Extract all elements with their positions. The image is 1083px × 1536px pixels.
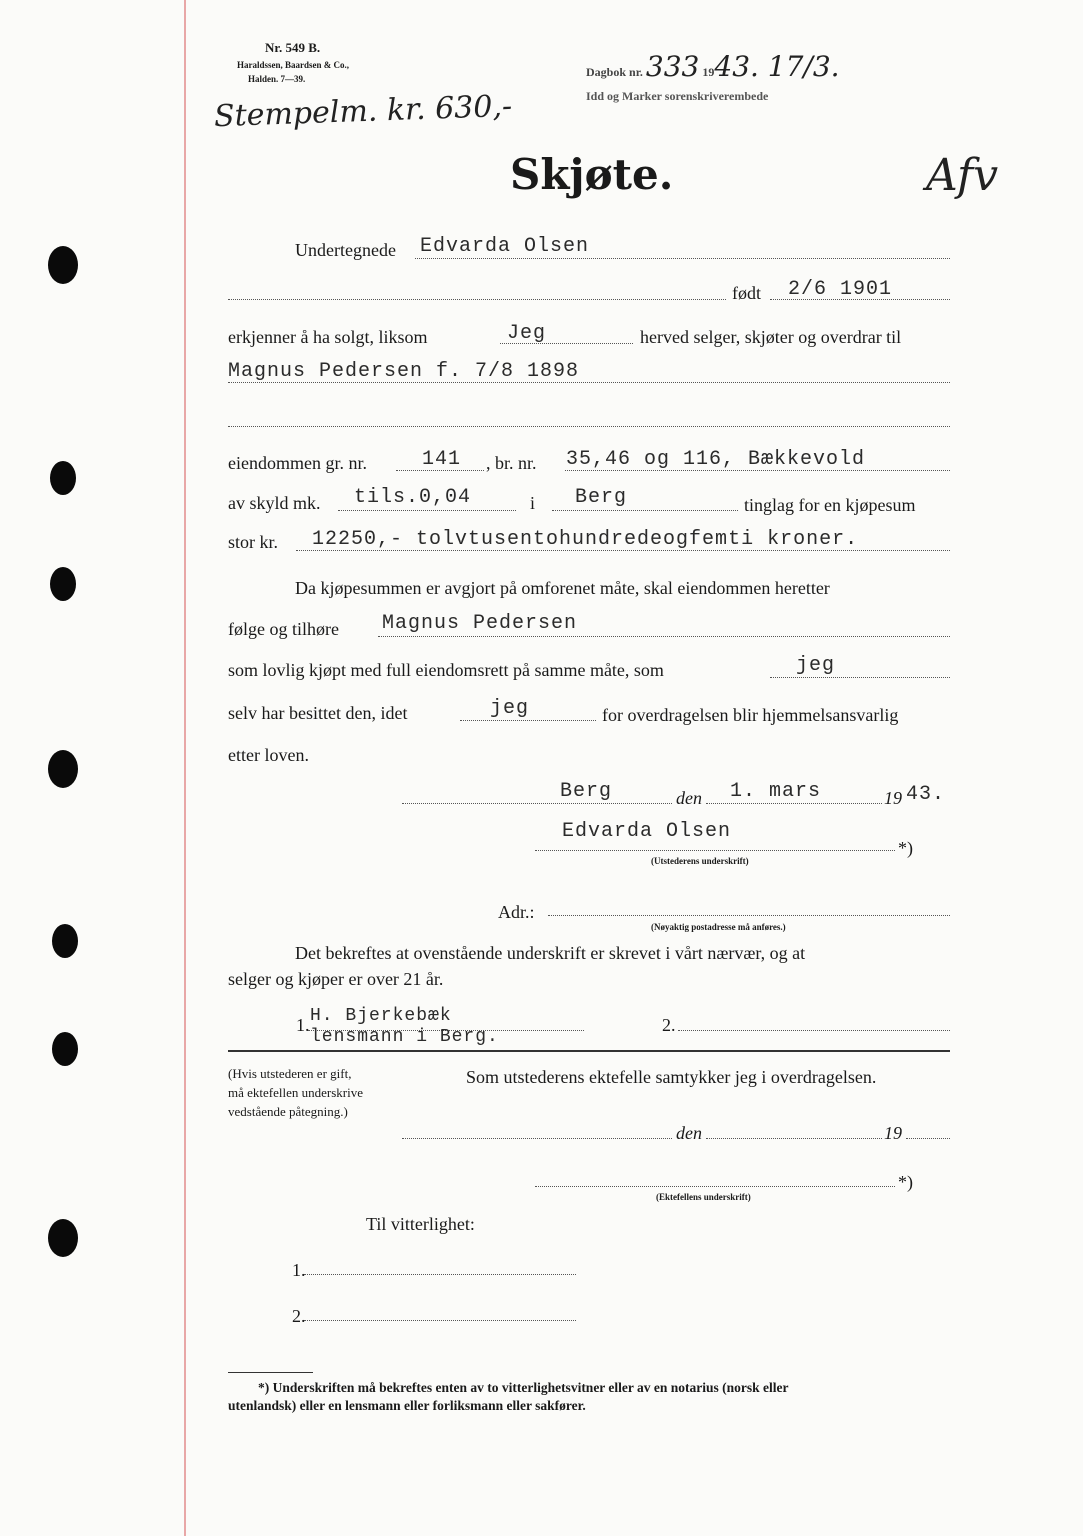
self-label: selv har besittet den, idet <box>228 703 408 723</box>
journal-number: 333 <box>645 50 700 83</box>
spouse-den-label: den <box>676 1123 702 1143</box>
undersigned-label: Undertegnede <box>295 240 396 260</box>
self-line <box>460 720 596 721</box>
paragraph-1: Da kjøpesummen er avgjort på omforenet måte, skal eiendommen heretter <box>295 578 830 598</box>
skyld-line <box>338 510 516 511</box>
self-pronoun: jeg <box>490 697 530 720</box>
born-label: født <box>732 283 761 303</box>
punch-hole <box>48 750 78 788</box>
journal-year-prefix: 19 <box>702 65 715 79</box>
witness-row-2-num: 2. <box>292 1306 306 1326</box>
tinglag-place: Berg <box>575 486 628 509</box>
signature: Edvarda Olsen <box>562 820 732 843</box>
witness-row-1-num: 1. <box>292 1260 306 1280</box>
punch-hole <box>50 461 76 495</box>
law-text: etter loven. <box>228 745 309 765</box>
seller-pronoun: Jeg <box>507 322 547 345</box>
amount: 12250,- tolvtusentohundredeogfemti kroner. <box>312 528 859 551</box>
journal-date: 43. 17/3. <box>714 50 840 83</box>
journal-label: Dagbok nr. <box>586 65 643 79</box>
date-line <box>706 803 882 804</box>
spouse-note-2: må ektefellen underskrive <box>228 1085 363 1100</box>
skyld-label: av skyld mk. <box>228 493 321 513</box>
tinglag-text: tinglag for en kjøpesum <box>744 495 916 515</box>
i-label: i <box>530 493 536 513</box>
punch-hole <box>48 246 78 284</box>
born-line-left <box>228 299 726 300</box>
undersigned-name: Edvarda Olsen <box>420 235 590 258</box>
office-stamp: Idd og Marker sorenskriverembede <box>586 89 769 103</box>
br-nr: 35,46 og 116, Bækkevold <box>566 448 866 471</box>
stamp-fee: Stempelm. kr. 630,- <box>213 88 513 135</box>
lawful-line <box>770 677 950 678</box>
signature-line <box>535 850 895 851</box>
buyer: Magnus Pedersen f. 7/8 1898 <box>228 360 580 383</box>
spouse-consent: Som utstederens ektefelle samtykker jeg i overdragelsen. <box>466 1067 877 1087</box>
spouse-place-line <box>402 1138 672 1139</box>
spouse-date-line <box>706 1138 882 1139</box>
signature-star: *) <box>898 838 913 858</box>
follow-line <box>378 636 950 637</box>
address-line <box>548 915 950 916</box>
printer-line-2: Halden. 7—39. <box>248 74 306 84</box>
address-label: Adr.: <box>498 902 535 922</box>
witnesses-title: Til vitterlighet: <box>366 1214 475 1234</box>
document-title: Skjøte. <box>510 150 674 199</box>
lawful-text: som lovlig kjøpt med full eiendomsrett på samme måte, som <box>228 660 664 680</box>
spouse-signature-line <box>535 1186 895 1187</box>
witness-1-name: H. Bjerkebæk <box>310 1006 452 1026</box>
margin-line <box>184 0 186 1536</box>
confirmation-line-2: selger og kjøper er over 21 år. <box>228 969 444 989</box>
stor-label: stor kr. <box>228 532 279 552</box>
punch-hole <box>50 567 76 601</box>
lawful-pronoun: jeg <box>796 654 836 677</box>
printer-line-1: Haraldssen, Baardsen & Co., <box>237 60 350 70</box>
spouse-year-line <box>906 1138 950 1139</box>
footnote-line-2: utenlandsk) eller en lensmann eller forliksmann eller sakfører. <box>228 1398 586 1413</box>
acknowledges-label: erkjenner å ha solgt, liksom <box>228 327 428 347</box>
initials: Afv <box>926 150 999 201</box>
footnote-rule <box>228 1372 313 1373</box>
signature-caption: (Utstederens underskrift) <box>651 856 749 866</box>
skyld: tils.0,04 <box>354 486 472 509</box>
signing-year: 43. <box>906 783 946 806</box>
journal-stamp <box>586 50 840 83</box>
follow-name: Magnus Pedersen <box>382 612 578 635</box>
witness-row-2-line <box>304 1320 576 1321</box>
self-text: for overdragelsen blir hjemmelsansvarlig <box>602 705 899 725</box>
hereby-text: herved selger, skjøter og overdrar til <box>640 327 902 347</box>
spouse-note-3: vedstående påtegning.) <box>228 1104 348 1119</box>
signing-den-label: den <box>676 788 702 808</box>
witness-line-2 <box>678 1030 950 1031</box>
signing-year-prefix: 19 <box>884 788 902 808</box>
place-line <box>402 803 672 804</box>
witness-num-2: 2. <box>662 1015 676 1035</box>
section-rule <box>228 1050 950 1052</box>
spouse-caption: (Ektefellens underskrift) <box>656 1192 751 1202</box>
witness-1-title: lensmann i Berg. <box>310 1027 499 1047</box>
spouse-star: *) <box>898 1172 913 1192</box>
tinglag-line <box>552 510 738 511</box>
form-number: Nr. 549 B. <box>265 40 321 55</box>
born-date: 2/6 1901 <box>788 278 893 301</box>
confirmation-line-1: Det bekreftes at ovenstående underskrift er skrevet i vårt nærvær, og at <box>295 943 806 963</box>
blank-line <box>228 426 950 427</box>
punch-hole <box>52 924 78 958</box>
gr-nr: 141 <box>422 448 462 471</box>
br-label: , br. nr. <box>486 453 537 473</box>
undersigned-line <box>415 258 950 259</box>
witness-row-1-line <box>304 1274 576 1275</box>
property-label: eiendommen gr. nr. <box>228 453 367 473</box>
follow-label: følge og tilhøre <box>228 619 339 639</box>
footnote-line-1: *) Underskriften må bekreftes enten av to vitterlighetsvitner eller av en notarius (norsk eller <box>258 1380 789 1395</box>
punch-hole <box>52 1032 78 1066</box>
signing-place: Berg <box>560 780 613 803</box>
spouse-year-prefix: 19 <box>884 1123 902 1143</box>
spouse-note-1: (Hvis utstederen er gift, <box>228 1066 352 1081</box>
signing-date: 1. mars <box>730 780 822 803</box>
address-caption: (Nøyaktig postadresse må anføres.) <box>651 922 786 932</box>
witness-num-1: 1. <box>296 1015 310 1035</box>
punch-hole <box>48 1219 78 1257</box>
